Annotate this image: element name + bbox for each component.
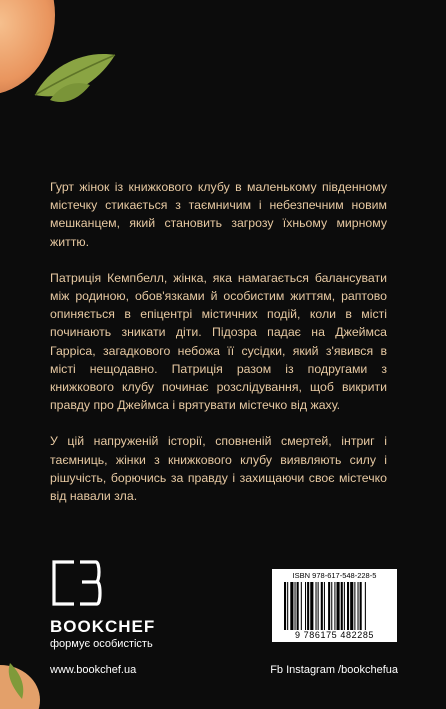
publisher-logo-block — [50, 560, 190, 650]
isbn-barcode — [272, 569, 397, 642]
barcode-icon — [284, 582, 392, 630]
description-paragraph: У цій напруженій історії, сповненій смертей, інтриг і таємниць, жінки з книжкового клубу виявляють силу і рішучість, борючись за правду і захищаючи своє містечко від навали зла. — [50, 434, 387, 504]
publisher-social: Fb Instagram /bookchefua — [270, 664, 398, 676]
description-paragraph: Гурт жінок із книжкового клубу в маленькому південному містечку стикається з таємничим і небезпечним новим мешканцем, який становить загрозу їхньому мирному життю. — [50, 180, 387, 249]
bookchef-logo-icon — [52, 560, 102, 606]
publisher-website: www.bookchef.ua — [50, 664, 137, 676]
barcode-number: 9 786175 482285 — [294, 630, 375, 640]
peach-bottom-illustration-icon — [0, 655, 40, 709]
publisher-name: BOOKCHEF — [50, 617, 156, 636]
book-description — [50, 178, 387, 523]
description-paragraph: Патриція Кемпбелл, жінка, яка намагається балансувати між родиною, обов'язками й особистим життям, раптово опиняється в епіцентрі містичних подій, коли в місті починають зникати діти. Підозра падає на Джеймса Гарріса, загадкового небожа її сусідки, який з'явився в місті нещодавно. Патриція разом із подругами з книжкового клубу починає розслідування, щоб викрити правду про Джеймса і врятувати містечко від жаху. — [50, 270, 387, 413]
publisher-tagline: формує особистість — [50, 638, 153, 650]
isbn-label: ISBN 978-617-548-228-5 — [292, 571, 377, 580]
leaf-illustration-icon — [30, 40, 120, 110]
